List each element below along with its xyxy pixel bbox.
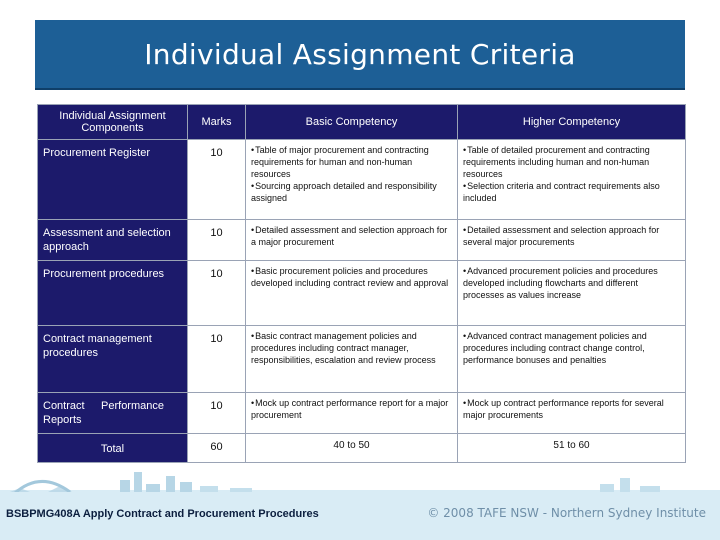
row-basic — [246, 220, 458, 261]
row-higher — [458, 393, 686, 434]
row-higher — [458, 220, 686, 261]
header-basic: Basic Competency — [246, 105, 458, 140]
basic-point: • Table of major procurement and contracting requirements for human and non-human resources — [251, 144, 452, 180]
row-marks: 10 — [188, 393, 246, 434]
table-row — [38, 393, 686, 434]
higher-point: • Detailed assessment and selection approach for several major procurements — [463, 224, 680, 248]
row-higher — [458, 140, 686, 220]
table-header-row — [38, 105, 686, 140]
total-label: Total — [100, 443, 125, 455]
table-row — [38, 326, 686, 393]
total-higher: 51 to 60 — [458, 434, 686, 463]
row-component — [38, 393, 188, 434]
basic-point: • Sourcing approach detailed and responsibility assigned — [251, 180, 452, 204]
basic-point: • Mock up contract performance report for a major procurement — [251, 397, 452, 421]
row-marks: 10 — [188, 261, 246, 326]
higher-point: • Table of detailed procurement and contracting requirements including human and non-human resources — [463, 144, 680, 180]
basic-point: • Basic contract management policies and procedures including contract manager, responsibilities, escalation and review process — [251, 330, 452, 366]
row-basic — [246, 140, 458, 220]
row-component: Assessment and selection approach — [38, 220, 188, 261]
header-components: Individual Assignment Components — [38, 105, 188, 140]
slide-title: Individual Assignment Criteria — [144, 37, 576, 71]
row-marks: 10 — [188, 326, 246, 393]
higher-point: • Mock up contract performance reports for several major procurements — [463, 397, 680, 421]
basic-point: • Basic procurement policies and procedures developed including contract review and approval — [251, 265, 452, 289]
higher-point: • Advanced procurement policies and procedures developed including flowcharts and different processes as values increase — [463, 265, 680, 301]
component-word: Contract — [43, 400, 85, 412]
row-marks: 10 — [188, 140, 246, 220]
row-marks: 10 — [188, 220, 246, 261]
row-basic — [246, 393, 458, 434]
total-marks: 60 — [188, 434, 246, 463]
row-higher — [458, 261, 686, 326]
row-component: Contract management procedures — [38, 326, 188, 393]
higher-point: • Selection criteria and contract requirements also included — [463, 180, 680, 204]
basic-point: • Detailed assessment and selection approach for a major procurement — [251, 224, 452, 248]
component-word: Performance — [101, 400, 164, 412]
component-word: Reports — [43, 414, 82, 426]
row-higher — [458, 326, 686, 393]
course-title: BSBPMG408A Apply Contract and Procurement Procedures — [6, 508, 319, 520]
criteria-table — [37, 104, 686, 463]
table-row — [38, 140, 686, 220]
higher-point: • Advanced contract management policies and procedures including contract change control, performance bonuses and penalties — [463, 330, 680, 366]
row-component: Procurement procedures — [38, 261, 188, 326]
row-basic — [246, 261, 458, 326]
copyright-text: © 2008 TAFE NSW - Northern Sydney Institute — [427, 506, 706, 520]
component-line — [43, 399, 182, 413]
table-row — [38, 261, 686, 326]
header-marks: Marks — [188, 105, 246, 140]
header-higher: Higher Competency — [458, 105, 686, 140]
row-component: Procurement Register — [38, 140, 188, 220]
row-basic — [246, 326, 458, 393]
table-row — [38, 220, 686, 261]
slide-title-bar — [35, 20, 685, 90]
total-basic: 40 to 50 — [246, 434, 458, 463]
